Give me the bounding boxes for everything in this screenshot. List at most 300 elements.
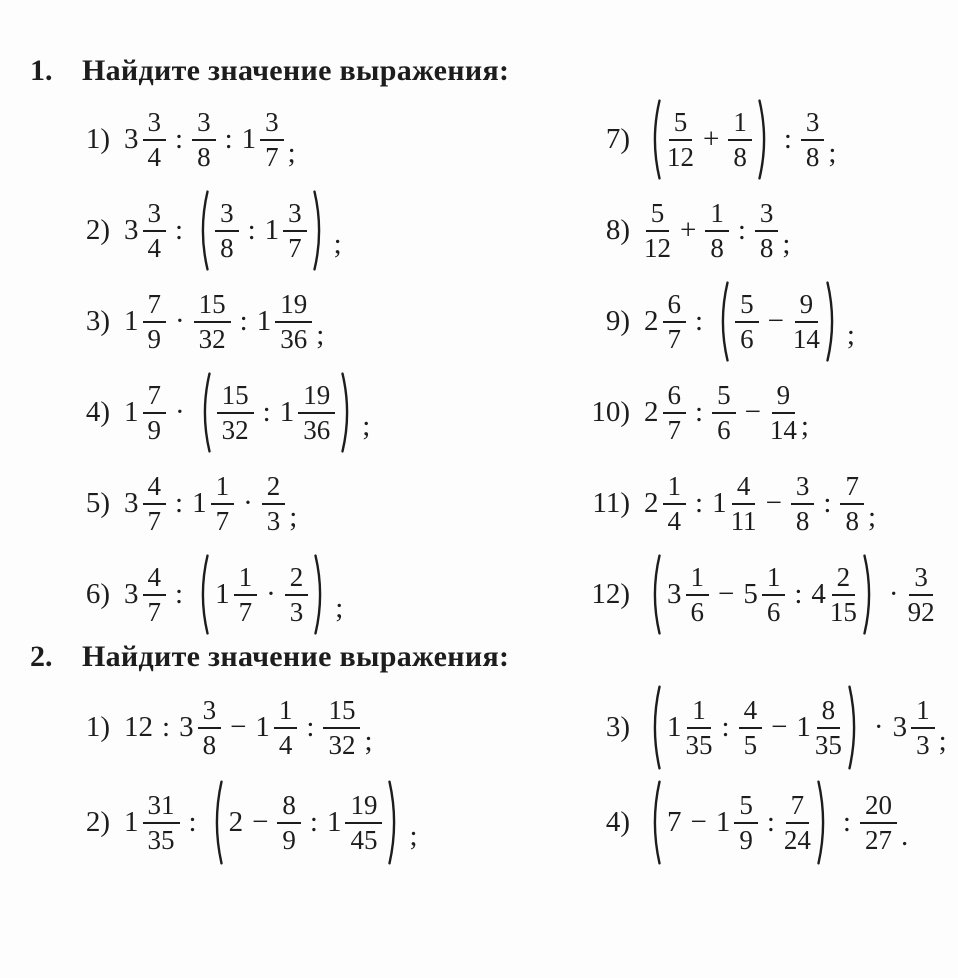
paren-group (195, 549, 328, 640)
denominator: 27 (864, 824, 892, 855)
numerator: 3 (755, 199, 779, 231)
paren-group (647, 680, 862, 775)
denominator: 36 (303, 414, 331, 445)
denominator: 7 (147, 505, 161, 536)
numerator: 5 (646, 199, 670, 231)
whole-part: 1 (279, 396, 295, 428)
whole-part: 1 (256, 305, 272, 337)
fraction (734, 791, 758, 853)
numerator: 15 (194, 290, 231, 322)
mixed-number (893, 696, 935, 758)
item-label: 3) (605, 711, 630, 743)
denominator: 6 (717, 414, 731, 445)
denominator: 35 (814, 729, 842, 760)
fraction (198, 696, 222, 758)
section-heading (0, 640, 958, 674)
paren-group (647, 549, 877, 640)
operator: − (690, 806, 707, 838)
numerator: 3 (909, 563, 933, 595)
section-number: 2. (30, 640, 53, 673)
exercise-row (0, 276, 488, 367)
punctuation: . (900, 820, 909, 852)
denominator: 4 (147, 141, 161, 172)
denominator: 8 (202, 729, 217, 760)
numerator: 4 (143, 563, 167, 595)
numerator: 5 (734, 791, 758, 823)
numerator: 31 (143, 791, 180, 823)
fraction (793, 290, 820, 352)
item-label: 7) (605, 123, 630, 155)
expression (644, 367, 809, 458)
denominator: 35 (147, 824, 175, 855)
paren-group (647, 775, 831, 870)
whole-part: 3 (124, 123, 139, 155)
numerator: 7 (840, 472, 864, 504)
numerator: 6 (663, 381, 687, 413)
paren-left (647, 554, 662, 635)
fraction (143, 290, 167, 352)
numerator: 1 (687, 696, 711, 728)
operator: : (224, 123, 233, 155)
operator: : (737, 214, 746, 246)
exercise-row (488, 549, 958, 640)
mixed-number (179, 696, 221, 758)
numerator: 1 (274, 696, 298, 728)
exercise-row (488, 458, 958, 549)
item-label: 1) (85, 123, 110, 155)
mixed-number (644, 472, 686, 534)
fraction (234, 563, 258, 625)
column-1 (0, 94, 488, 640)
fraction (345, 791, 382, 853)
operator: : (783, 123, 792, 155)
denominator: 15 (829, 596, 857, 627)
mixed-number (716, 791, 758, 853)
columns (0, 680, 958, 870)
fraction (143, 563, 167, 625)
paren-right (340, 372, 355, 453)
denominator: 14 (792, 323, 820, 354)
section-title: Найдите значение выражения: (82, 54, 510, 87)
section-1 (0, 54, 958, 640)
mixed-number (712, 472, 757, 534)
denominator: 7 (147, 596, 161, 627)
operator: : (175, 123, 184, 155)
mixed-number (811, 563, 857, 625)
fraction (663, 290, 687, 352)
denominator: 92 (907, 596, 935, 627)
fraction (686, 563, 710, 625)
numerator: 1 (762, 563, 786, 595)
denominator: 6 (690, 596, 704, 627)
numerator: 5 (669, 108, 693, 140)
mixed-number (796, 696, 842, 758)
fraction (298, 381, 335, 443)
mixed-number (242, 108, 284, 170)
fraction (663, 381, 687, 443)
operator: : (262, 396, 271, 428)
expression (124, 276, 324, 367)
operator: : (823, 487, 832, 519)
mixed-number (265, 199, 307, 261)
fraction (791, 472, 815, 534)
numerator: 1 (211, 472, 235, 504)
mixed-number (255, 696, 297, 758)
fraction (801, 108, 825, 170)
numerator: 3 (260, 108, 284, 140)
mixed-number (124, 791, 180, 853)
fraction (192, 108, 216, 170)
item-label: 2) (85, 806, 110, 838)
denominator: 9 (147, 323, 161, 354)
mixed-number (280, 381, 336, 443)
numerator: 7 (786, 791, 810, 823)
whole-part: 3 (124, 214, 139, 246)
fraction (762, 563, 786, 625)
numerator: 5 (712, 381, 736, 413)
denominator: 4 (667, 505, 681, 536)
numerator: 3 (801, 108, 825, 140)
fraction (911, 696, 935, 758)
fraction (755, 199, 779, 261)
denominator: 7 (667, 414, 681, 445)
fraction (274, 696, 298, 758)
denominator: 45 (350, 824, 378, 855)
operator: − (718, 578, 735, 610)
item-label: 12) (591, 578, 630, 610)
numerator: 19 (275, 290, 312, 322)
item-label: 4) (85, 396, 110, 428)
mixed-number (124, 290, 166, 352)
item-label: 4) (605, 806, 630, 838)
whole-part: 1 (326, 806, 342, 838)
numerator: 5 (735, 290, 759, 322)
mixed-number (192, 472, 234, 534)
paren-left (647, 685, 662, 770)
denominator: 6 (766, 596, 781, 627)
mixed-number (644, 381, 686, 443)
fraction (840, 472, 864, 534)
fraction (323, 696, 360, 758)
fraction (194, 290, 231, 352)
operator: − (744, 396, 761, 428)
whole-part: 3 (124, 487, 139, 519)
expression (644, 680, 947, 775)
denominator: 3 (916, 729, 930, 760)
numerator: 4 (143, 472, 167, 504)
operator: : (175, 487, 184, 519)
paren-left (647, 99, 662, 180)
denominator: 8 (710, 232, 724, 263)
whole-part: 3 (667, 578, 682, 610)
integer: 12 (124, 711, 153, 743)
operator: : (162, 711, 171, 743)
expression (124, 458, 297, 549)
mixed-number (124, 108, 166, 170)
item-label: 11) (592, 487, 630, 519)
punctuation: ; (333, 228, 342, 260)
item-label: 5) (85, 487, 110, 519)
punctuation: ; (364, 725, 373, 757)
operator: − (765, 487, 782, 519)
mixed-number (667, 563, 709, 625)
denominator: 4 (147, 232, 161, 263)
numerator: 6 (663, 290, 687, 322)
denominator: 7 (215, 505, 230, 536)
operator: : (721, 711, 730, 743)
expression (644, 185, 790, 276)
whole-part: 1 (255, 711, 270, 743)
operator: − (767, 305, 784, 337)
numerator: 1 (234, 563, 258, 595)
numerator: 20 (860, 791, 897, 823)
denominator: 35 (685, 729, 713, 760)
paren-left (195, 190, 210, 271)
mixed-number (124, 381, 166, 443)
denominator: 12 (644, 232, 671, 263)
operator: : (175, 214, 184, 246)
operator: · (175, 396, 185, 428)
exercise-row (0, 458, 488, 549)
operator: : (695, 487, 704, 519)
paren-group (197, 367, 356, 458)
denominator: 8 (197, 141, 211, 172)
operator: · (873, 711, 884, 743)
mixed-number (743, 563, 785, 625)
denominator: 3 (289, 596, 304, 627)
expression (644, 276, 855, 367)
whole-part: 1 (124, 806, 139, 838)
denominator: 7 (288, 232, 302, 263)
exercise-row (0, 94, 488, 185)
expression (124, 549, 343, 640)
mixed-number (667, 696, 713, 758)
whole-part: 1 (715, 806, 731, 838)
punctuation: ; (867, 501, 877, 533)
fraction (211, 472, 235, 534)
item-label: 10) (591, 396, 630, 428)
column-1 (0, 680, 488, 870)
denominator: 7 (238, 596, 253, 627)
fraction (260, 108, 284, 170)
item-label: 8) (605, 214, 630, 246)
fraction (285, 563, 309, 625)
paren-right (825, 281, 840, 362)
exercise-row (488, 680, 958, 775)
exercise-row (0, 185, 488, 276)
fraction (143, 791, 180, 853)
exercise-row (488, 775, 958, 870)
numerator: 2 (285, 563, 309, 595)
expression (124, 775, 418, 870)
numerator: 2 (262, 472, 286, 504)
punctuation: ; (782, 228, 791, 260)
denominator: 9 (282, 824, 296, 855)
whole-part: 1 (241, 123, 257, 155)
operator: : (239, 305, 248, 337)
denominator: 6 (740, 323, 754, 354)
mixed-number (124, 199, 166, 261)
fraction (663, 472, 687, 534)
whole-part: 3 (124, 578, 139, 610)
numerator: 3 (198, 696, 222, 728)
paren-right (816, 780, 831, 865)
denominator: 12 (667, 141, 694, 172)
fraction (143, 108, 167, 170)
integer: 7 (667, 806, 682, 838)
fraction (705, 199, 729, 261)
fraction (770, 381, 797, 443)
whole-part: 1 (796, 711, 811, 743)
mixed-number (327, 791, 383, 853)
numerator: 1 (686, 563, 710, 595)
expression (124, 367, 370, 458)
expression (644, 775, 908, 870)
numerator: 3 (215, 199, 239, 231)
operator: · (266, 578, 276, 610)
whole-part: 2 (644, 396, 659, 428)
whole-part: 5 (743, 578, 758, 610)
denominator: 8 (805, 141, 820, 172)
numerator: 3 (791, 472, 815, 504)
operator: : (247, 214, 256, 246)
paren-group (647, 94, 772, 185)
denominator: 32 (328, 729, 356, 760)
operator: : (766, 806, 775, 838)
denominator: 8 (733, 141, 747, 172)
operator: : (695, 305, 704, 337)
fraction (143, 381, 167, 443)
fraction (686, 696, 713, 758)
numerator: 3 (283, 199, 307, 231)
denominator: 32 (221, 414, 249, 445)
expression (124, 680, 373, 775)
exercise-row (488, 185, 958, 276)
section-2 (0, 640, 958, 870)
fraction (283, 199, 307, 261)
numerator: 3 (143, 108, 167, 140)
item-label: 6) (85, 578, 110, 610)
column-2 (488, 680, 958, 870)
fraction (830, 563, 857, 625)
exercise-row (0, 680, 488, 775)
exercise-row (0, 775, 488, 870)
punctuation: ; (289, 501, 298, 533)
fraction (731, 472, 757, 534)
numerator: 1 (728, 108, 752, 140)
denominator: 32 (198, 323, 226, 354)
mixed-number (644, 290, 686, 352)
operator: − (771, 711, 788, 743)
paren-group (195, 185, 327, 276)
column-2 (488, 94, 958, 640)
whole-part: 3 (179, 711, 194, 743)
whole-part: 1 (192, 487, 207, 519)
operator: : (695, 396, 704, 428)
exercise-row (488, 367, 958, 458)
whole-part: 4 (811, 578, 826, 610)
operator: · (888, 578, 899, 610)
denominator: 24 (783, 824, 811, 855)
operator: : (842, 806, 851, 838)
numerator: 3 (143, 199, 167, 231)
section-title: Найдите значение выражения: (82, 640, 510, 673)
fraction (275, 290, 312, 352)
paren-right (757, 99, 772, 180)
denominator: 7 (265, 141, 279, 172)
whole-part: 2 (644, 305, 659, 337)
item-label: 9) (605, 305, 630, 337)
fraction (712, 381, 736, 443)
denominator: 9 (739, 824, 753, 855)
item-label: 2) (85, 214, 110, 246)
item-label: 1) (85, 711, 110, 743)
mixed-number (215, 563, 257, 625)
numerator: 1 (663, 472, 687, 504)
expression (644, 549, 935, 640)
punctuation: ; (409, 820, 418, 852)
fraction (784, 791, 811, 853)
whole-part: 1 (712, 487, 727, 519)
operator: : (175, 578, 184, 610)
denominator: 36 (280, 323, 308, 354)
denominator: 4 (278, 729, 293, 760)
numerator: 7 (143, 290, 167, 322)
paren-right (312, 190, 327, 271)
numerator: 1 (911, 696, 935, 728)
fraction (143, 472, 167, 534)
expression (644, 458, 876, 549)
numerator: 19 (298, 381, 335, 413)
numerator: 19 (345, 791, 382, 823)
item-label: 3) (85, 305, 110, 337)
fraction (908, 563, 935, 625)
paren-right (847, 685, 862, 770)
paren-left (195, 554, 210, 635)
whole-part: 3 (892, 711, 908, 743)
whole-part: 1 (667, 711, 682, 743)
punctuation: ; (828, 137, 837, 169)
punctuation: ; (287, 137, 296, 169)
punctuation: ; (800, 410, 809, 442)
mixed-number (124, 563, 166, 625)
punctuation: ; (316, 319, 325, 351)
paren-left (197, 372, 212, 453)
exercise-row (488, 94, 958, 185)
paren-right (387, 780, 402, 865)
operator: − (252, 806, 269, 838)
whole-part: 1 (124, 305, 139, 337)
fraction (667, 108, 694, 170)
denominator: 8 (795, 505, 810, 536)
exercise-row (0, 549, 488, 640)
exercise-row (488, 276, 958, 367)
operator: · (243, 487, 253, 519)
fraction (735, 290, 759, 352)
whole-part: 1 (264, 214, 280, 246)
denominator: 3 (266, 505, 281, 536)
fraction (739, 696, 763, 758)
denominator: 7 (667, 323, 681, 354)
numerator: 2 (832, 563, 856, 595)
paren-right (313, 554, 328, 635)
section-number: 1. (30, 54, 53, 87)
fraction (728, 108, 752, 170)
punctuation: ; (938, 725, 947, 757)
denominator: 14 (769, 414, 797, 445)
operator: − (230, 711, 247, 743)
expression (644, 94, 836, 185)
